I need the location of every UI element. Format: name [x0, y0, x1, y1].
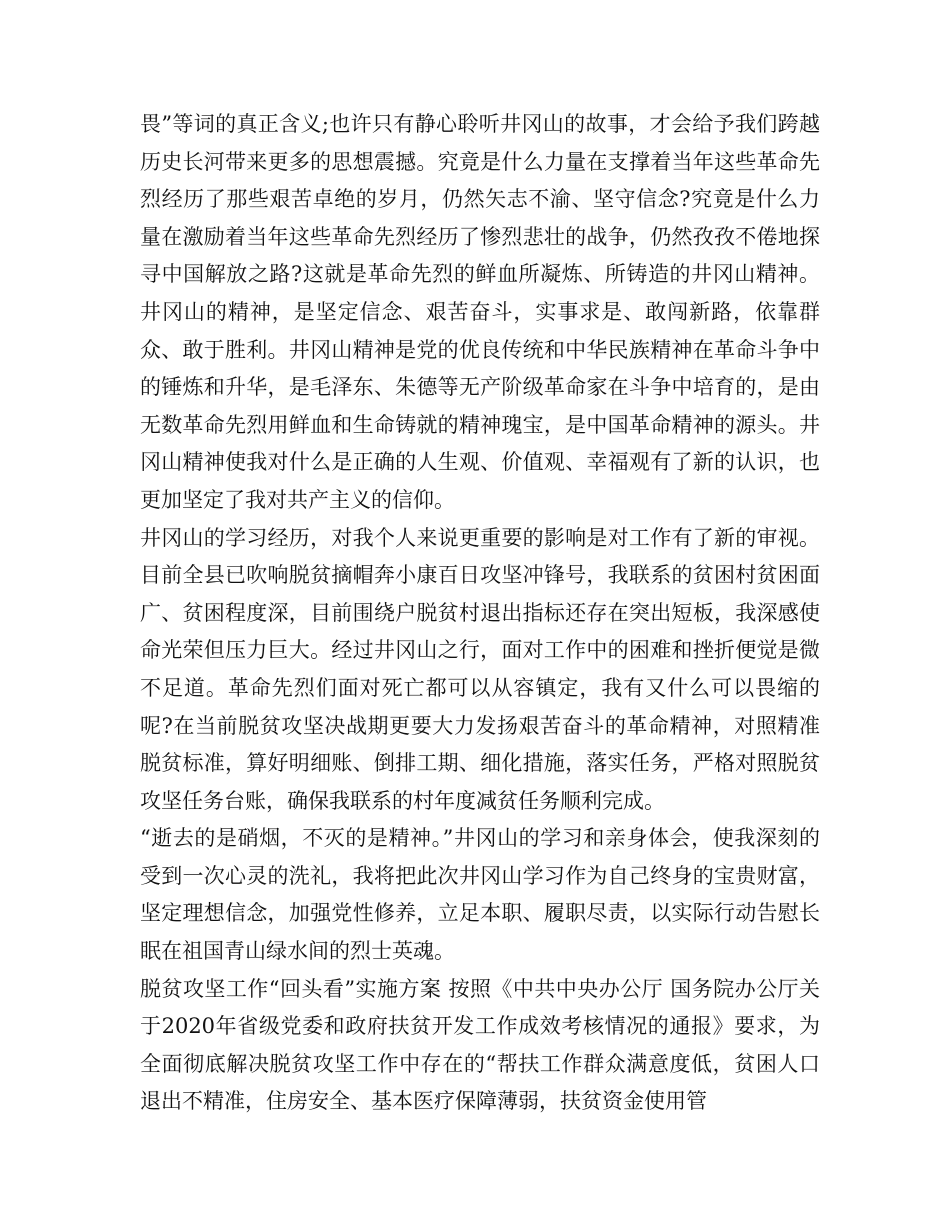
paragraph-implementation-plan: 脱贫攻坚工作“回头看”实施方案 按照《中共中央办公厅 国务院办公厅关于2020年省级党委和政府扶贫开发工作成效考核情况的通报》要求，为全面彻底解决脱贫攻坚工作中存在的“帮扶工作群众满意度低，贫困人口退出不精准，住房安全、基本医疗保障薄弱，扶贫资金使用管	[140, 976, 820, 1114]
document-body	[140, 106, 820, 1121]
paragraph-jinggangshan-spirit: 畏”等词的真正含义;也许只有静心聆听井冈山的故事，才会给予我们跨越历史长河带来更多的思想震撼。究竟是什么力量在支撑着当年这些革命先烈经历了那些艰苦卓绝的岁月，仍然矢志不渝、坚守信念?究竟是什么力量在激励着当年这些革命先烈经历了惨烈悲壮的战争，仍然孜孜不倦地探寻中国解放之路?这就是革命先烈的鲜血所凝炼、所铸造的井冈山精神。井冈山的精神，是坚定信念、艰苦奋斗，实事求是、敢闯新路，依靠群众、敢于胜利。井冈山精神是党的优良传统和中华民族精神在革命斗争中的锤炼和升华，是毛泽东、朱德等无产阶级革命家在斗争中培育的，是由无数革命先烈用鲜血和生命铸就的精神瑰宝，是中国革命精神的源头。井冈山精神使我对什么是正确的人生观、价值观、幸福观有了新的认识，也更加坚定了我对共产主义的信仰。	[140, 112, 820, 512]
paragraph-work-reflection: 井冈山的学习经历，对我个人来说更重要的影响是对工作有了新的审视。目前全县已吹响脱贫摘帽奔小康百日攻坚冲锋号，我联系的贫困村贫困面广、贫困程度深，目前围绕户脱贫村退出指标还存在突出短板，我深感使命光荣但压力巨大。经过井冈山之行，面对工作中的困难和挫折便觉是微不足道。革命先烈们面对死亡都可以从容镇定，我有又什么可以畏缩的呢?在当前脱贫攻坚决战期更要大力发扬艰苦奋斗的革命精神，对照精准脱贫标准，算好明细账、倒排工期、细化措施，落实任务，严格对照脱贫攻坚任务台账，确保我联系的村年度减贫任务顺利完成。	[140, 525, 820, 813]
paragraph-spiritual-baptism: “逝去的是硝烟，不灭的是精神。”井冈山的学习和亲身体会，使我深刻的受到一次心灵的洗礼，我将把此次井冈山学习作为自己终身的宝贵财富，坚定理想信念，加强党性修养，立足本职、履职尽责，以实际行动告慰长眠在祖国青山绿水间的烈士英魂。	[140, 826, 820, 964]
